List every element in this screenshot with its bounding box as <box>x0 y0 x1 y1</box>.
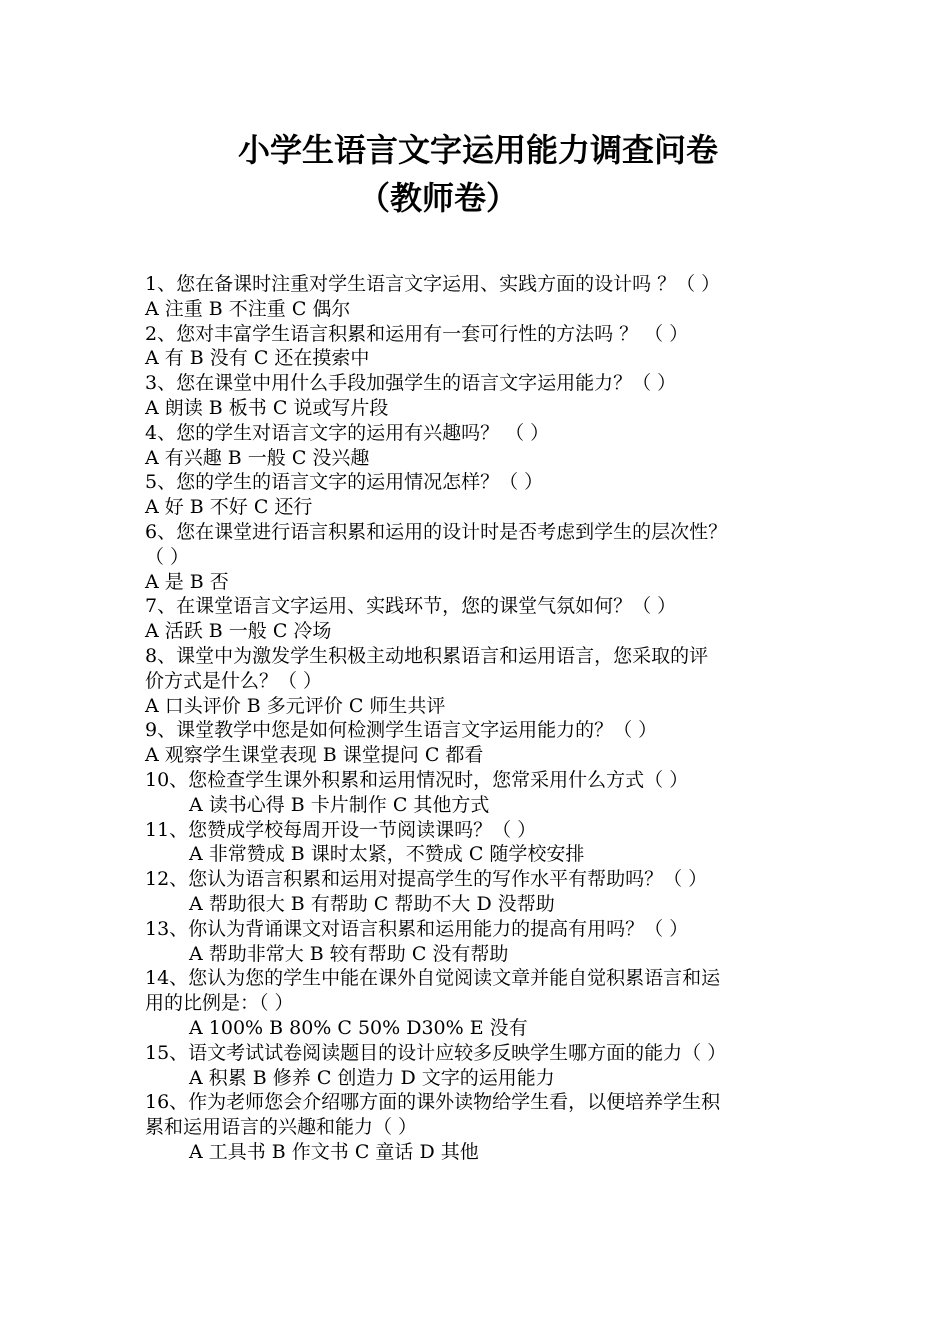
text-line: A 100% B 80% C 50% D30% E 没有 <box>189 1016 528 1039</box>
text-line: A 读书心得 B 卡片制作 C 其他方式 <box>189 793 490 816</box>
title-sub: （教师卷） <box>358 179 519 217</box>
text-line: A 朗读 B 板书 C 说或写片段 <box>145 396 389 419</box>
text-line: 5、您的学生的语言文字的运用情况怎样？（ ） <box>145 471 544 494</box>
text-line: 6、您在课堂进行语言积累和运用的设计时是否考虑到学生的层次性？ <box>145 520 728 543</box>
text-line: 9、课堂教学中您是如何检测学生语言文字运用能力的？（ ） <box>145 719 658 742</box>
text-line: A 帮助很大 B 有帮助 C 帮助不大 D 没帮助 <box>189 892 555 915</box>
text-line: 累和运用语言的兴趣和能力（ ） <box>145 1116 418 1139</box>
text-line: A 注重 B 不注重 C 偶尔 <box>145 297 351 320</box>
text-line: 4、您的学生对语言文字的运用有兴趣吗？ （ ） <box>145 421 550 444</box>
text-line: A 有 B 没有 C 还在摸索中 <box>145 347 370 370</box>
text-line: A 口头评价 B 多元评价 C 师生共评 <box>145 694 446 717</box>
text-line: 14、您认为您的学生中能在课外自觉阅读文章并能自觉积累语言和运 <box>145 967 721 990</box>
text-line: A 观察学生课堂表现 B 课堂提问 C 都看 <box>145 744 484 767</box>
text-line: A 帮助非常大 B 较有帮助 C 没有帮助 <box>189 942 509 965</box>
text-line: 价方式是什么？（ ） <box>145 669 323 692</box>
text-line: 8、课堂中为激发学生积极主动地积累语言和运用语言，您采取的评 <box>145 644 709 667</box>
document-title <box>0 128 950 220</box>
text-line: 用的比例是：（ ） <box>145 992 294 1015</box>
text-line: 10、您检查学生课外积累和运用情况时，您常采用什么方式（ ） <box>145 768 689 791</box>
text-line: 16、作为老师您会介绍哪方面的课外读物给学生看，以便培养学生积 <box>145 1091 721 1114</box>
text-line: A 积累 B 修养 C 创造力 D 文字的运用能力 <box>189 1066 555 1089</box>
text-line: 13、你认为背诵课文对语言积累和运用能力的提高有用吗？（ ） <box>145 917 689 940</box>
questionnaire-body <box>145 272 835 1165</box>
text-line: 12、您认为语言积累和运用对提高学生的写作水平有帮助吗？（ ） <box>145 868 708 891</box>
text-line: 3、您在课堂中用什么手段加强学生的语言文字运用能力？（ ） <box>145 372 677 395</box>
text-line: 1、您在备课时注重对学生语言文字运用、实践方面的设计吗 ？（ ） <box>145 273 721 295</box>
title-main: 小学生语言文字运用能力调查问卷 <box>237 131 718 169</box>
text-line: A 活跃 B 一般 C 冷场 <box>145 620 332 643</box>
text-line: A 是 B 否 <box>145 570 229 593</box>
text-line: 11、您赞成学校每周开设一节阅读课吗？（ ） <box>145 818 537 841</box>
text-line: 2、您对丰富学生语言积累和运用有一套可行性的方法吗 ？ （ ） <box>145 322 689 345</box>
text-line: A 工具书 B 作文书 C 童话 D 其他 <box>189 1140 479 1163</box>
text-line: （ ） <box>145 545 190 568</box>
text-line: A 好 B 不好 C 还行 <box>145 496 313 519</box>
text-line: 7、在课堂语言文字运用、实践环节，您的课堂气氛如何？（ ） <box>145 595 677 618</box>
text-line: 15、语文考试试卷阅读题目的设计应较多反映学生哪方面的能力（ ） <box>145 1041 727 1064</box>
text-line: A 有兴趣 B 一般 C 没兴趣 <box>145 446 370 469</box>
text-line: A 非常赞成 B 课时太紧，不赞成 C 随学校安排 <box>189 843 585 866</box>
